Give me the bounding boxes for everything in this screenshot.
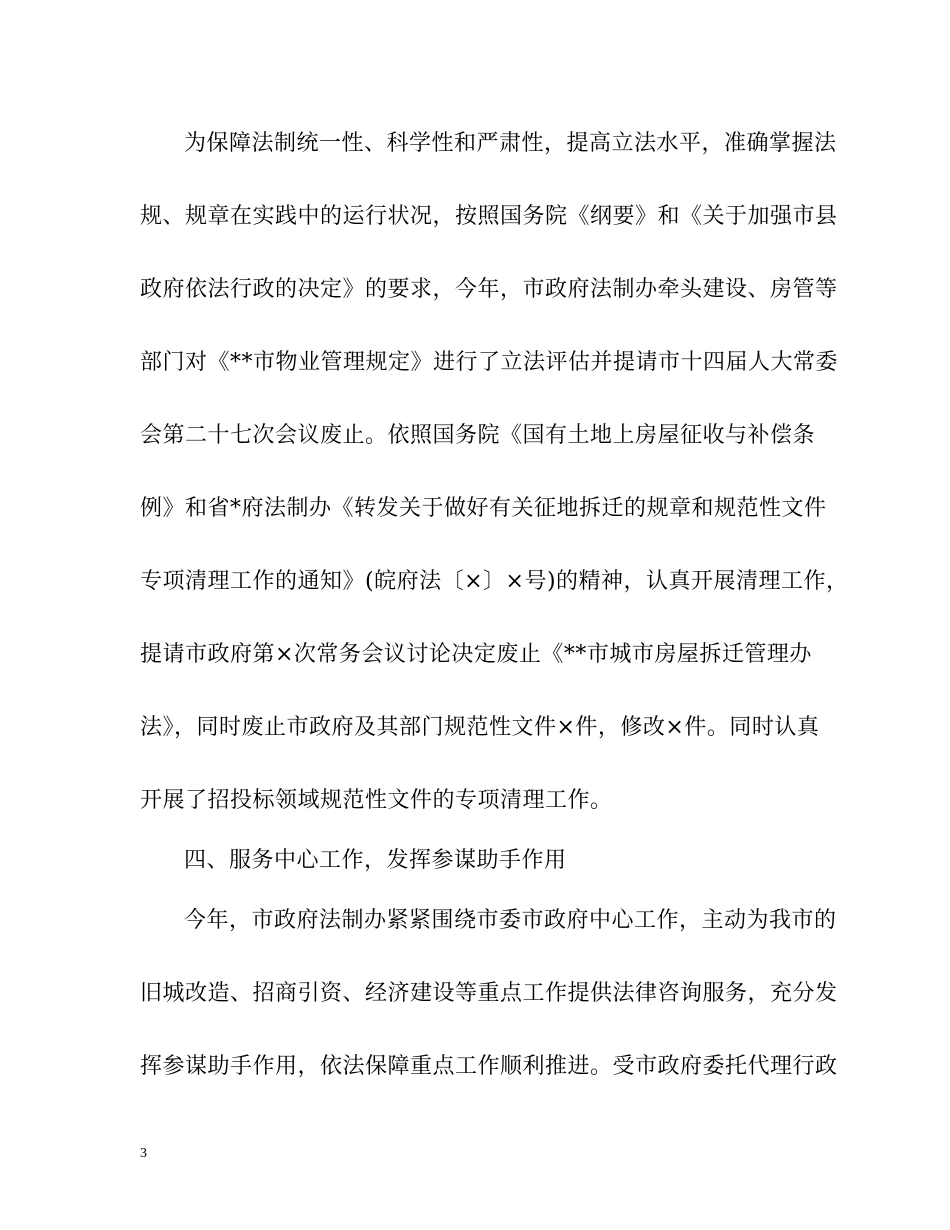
paragraph-line: 法》，同时废止市政府及其部门规范性文件×件，修改×件。同时认真: [140, 715, 820, 740]
paragraph-line: 例》和省*府法制办《转发关于做好有关征地拆迁的规章和规范性文件: [140, 496, 827, 521]
paragraph-line: 专项清理工作的通知》(皖府法〔×〕×号)的精神，认真开展清理工作，: [140, 569, 849, 594]
paragraph-line: 部门对《**市物业管理规定》进行了立法评估并提请市十四届人大常委: [140, 350, 839, 375]
page-number: 3: [140, 1146, 147, 1161]
paragraph-line: 为保障法制统一性、科学性和严肃性，提高立法水平，准确掌握法: [184, 131, 837, 156]
paragraph-line: 挥参谋助手作用，依法保障重点工作顺利推进。受市政府委托代理行政: [140, 1054, 838, 1079]
paragraph-line: 旧城改造、招商引资、经济建设等重点工作提供法律咨询服务，充分发: [140, 981, 838, 1006]
paragraph-line: 会第二十七次会议废止。依照国务院《国有土地上房屋征收与补偿条: [140, 423, 816, 448]
paragraph-line: 提请市政府第×次常务会议讨论决定废止《**市城市房屋拆迁管理办: [140, 642, 812, 667]
paragraph-line: 开展了招投标领域规范性文件的专项清理工作。: [140, 788, 613, 813]
paragraph-line: 规、规章在实践中的运行状况，按照国务院《纲要》和《关于加强市县: [140, 204, 838, 229]
paragraph-line: 今年，市政府法制办紧紧围绕市委市政府中心工作，主动为我市的: [184, 908, 837, 933]
paragraph-line: 政府依法行政的决定》的要求，今年，市政府法制办牵头建设、房管等: [140, 277, 838, 302]
section-heading: 四、服务中心工作，发挥参谋助手作用: [184, 848, 567, 873]
